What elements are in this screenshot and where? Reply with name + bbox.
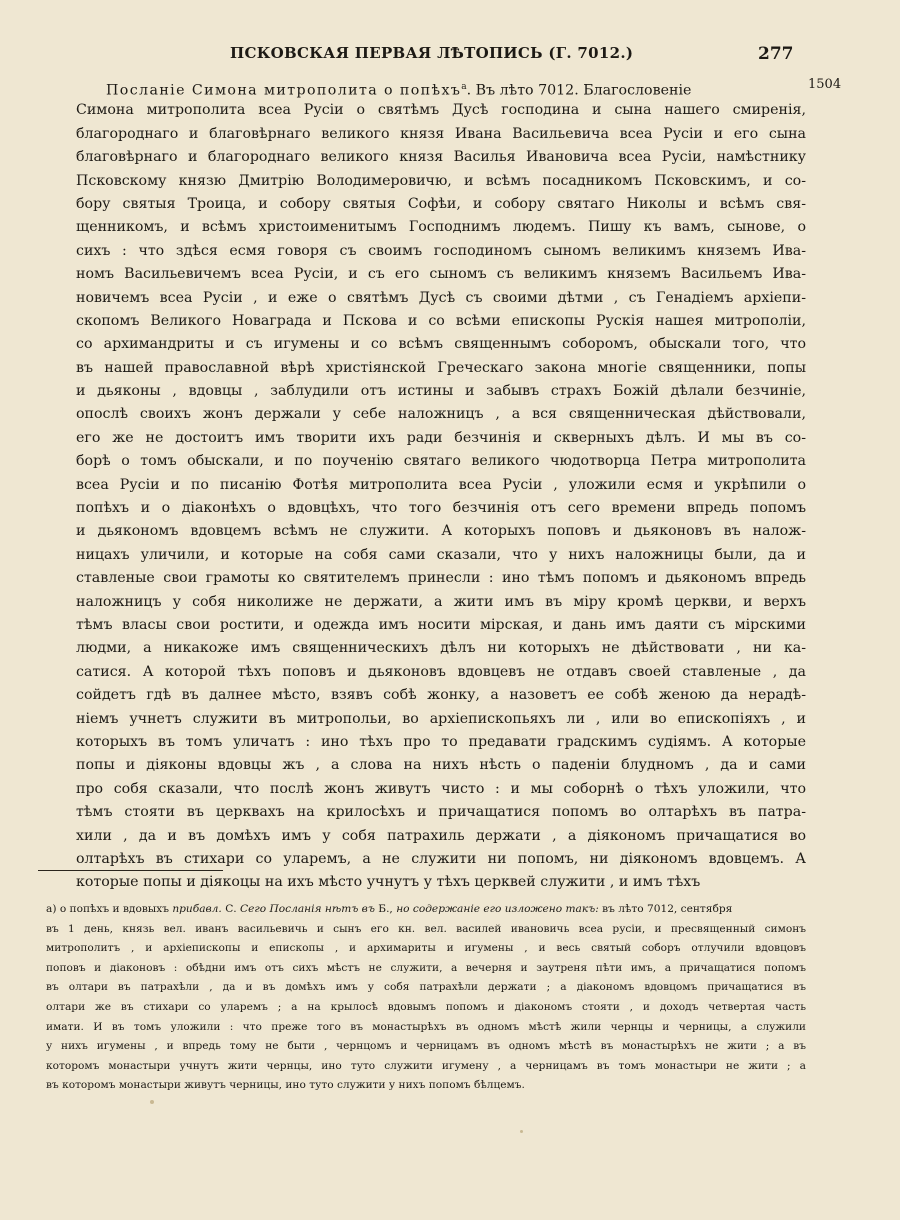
text-line: ставленые свои грамоты ко святителемъ принесли : ино тѣмъ попомъ и дьякономъ впредь: [76, 570, 806, 587]
text-line: бору святыя Троица, и собору святыя Софѣи, и собору святаго Николы и всѣмъ свя-: [76, 195, 806, 212]
page-header: [0, 42, 900, 68]
text-line: Симона митрополита всеа Русіи о святѣмъ Дусѣ господина и сына нашего смиренія,: [76, 102, 806, 119]
footnote-line: которомъ монастыри учнутъ жити чернцы, ино туто служити игумену , а черницамъ въ томъ монастыри не жити ; а: [46, 1059, 806, 1072]
footnote-label: а) о попѣхъ и вдовыхъ: [46, 903, 169, 915]
text-line: благовѣрнаго и благороднаго великого князя Василья Ивановича всеа Русіи, намѣстнику: [76, 149, 806, 166]
text-line: хили , да и въ домѣхъ имъ у собя патрахиль держати , а діякономъ причащатися во: [76, 827, 806, 844]
text-line: которые попы и діякоцы на ихъ мѣсто учнутъ у тѣхъ церквей служити , и имъ тѣхъ: [76, 874, 701, 891]
page-number: 277: [758, 44, 794, 64]
text-line: въ нашей православной вѣрѣ христіянской Греческаго закона многіе священники, попы: [76, 359, 806, 376]
text-line: опослѣ своихъ жонъ держали у себе наложницъ , а вся священническая дѣйствовали,: [76, 406, 806, 423]
text-line-first: [76, 76, 806, 99]
main-text: [76, 76, 806, 895]
text-line: сихъ : что здѣся есмя говоря съ своимъ господиномъ сыномъ великимъ княземъ Ива-: [76, 242, 806, 259]
footnote-text: въ лѣто 7012, сентября: [602, 903, 733, 915]
footnote-line: имати. И въ томъ уложили : что преже того въ монастырѣхъ въ одномъ мѣстѣ жили чернцы и черницы, а служили: [46, 1020, 806, 1033]
footnote-line: митрополитъ , и архіепископы и епископы , и архимариты и игумены , и весь святый соборъ отлучили вдовцовъ: [46, 942, 806, 955]
text-line: Псковскому князю Дмитрію Володимеровичю, и всѣмъ посадникомъ Псковскимъ, и со-: [76, 172, 806, 189]
text-line: тѣмъ власы свои ростити, и одежда имъ носити мірская, и дань имъ даяти съ мірскими: [76, 616, 806, 633]
text-line: и дьякономъ вдовцемъ всѣмъ не служити. А которыхъ поповъ и дьяконовъ въ налож-: [76, 523, 806, 540]
text-line: со архимандриты и съ игумены и со всѣмъ священнымъ соборомъ, обыскали того, что: [76, 336, 806, 353]
text-line: попы и діяконы вдовцы жъ , а слова на нихъ нѣсть о паденіи блудномъ , да и сами: [76, 757, 806, 774]
text-line: тѣмъ стояти въ церквахъ на крилосѣхъ и причащатися попомъ во олтарѣхъ въ патра-: [76, 804, 806, 821]
footnote-italic: прибавл.: [172, 903, 222, 915]
text-line: олтарѣхъ въ стихари со уларемъ, а не служити ни попомъ, ни діякономъ вдовцемъ. А: [76, 850, 806, 867]
text-line: про собя сказали, что послѣ жонъ живутъ чисто : и мы соборнѣ о тѣхъ уложили, что: [76, 780, 806, 797]
footnote-lines: [46, 920, 806, 1096]
footnote: [46, 900, 806, 1096]
epistle-title: Посланіе Симона митрополита о попѣхъ: [106, 82, 462, 99]
text-line: номъ Васильевичемъ всеа Русіи, и съ его сыномъ съ великимъ княземъ Васильемъ Ива-: [76, 266, 806, 283]
text-line: щенникомъ, и всѣмъ христоименитымъ Господнимъ людемъ. Пишу къ вамъ, сынове, о: [76, 219, 806, 236]
paper-spot: [520, 1130, 523, 1133]
footnote-italic: Сего Посланія нѣтъ въ: [240, 903, 375, 915]
footnote-line-first: [46, 900, 806, 920]
footnote-line: олтари же въ стихари со уларемъ ; а на крылосѣ вдовымъ попомъ и діакономъ стояти , и доходъ четвертая часть: [46, 1000, 806, 1013]
footnote-source: Б.,: [378, 903, 393, 915]
footnote-line: въ 1 день, князь вел. иванъ васильевичь и сынъ его кн. вел. василей ивановичь всеа русіи, и пресвященный симонъ: [46, 922, 806, 935]
text-line: скопомъ Великого Новаграда и Пскова и со всѣми епископы Рускія нашея митрополіи,: [76, 312, 806, 329]
text-line: ницахъ уличили, и которые на собя сами сказали, что у нихъ наложницы были, да и: [76, 546, 806, 563]
text-line: сатися. А которой тѣхъ поповъ и дьяконовъ вдовцевъ не отдавъ своей ставленые , да: [76, 663, 806, 680]
text-line-part: . Въ лѣто 7012. Благословеніе: [466, 82, 692, 99]
text-line: всеа Русіи и по писанію Фотѣя митрополита всеа Русіи , уложили есмя и укрѣпили о: [76, 476, 806, 493]
margin-year: 1504: [808, 77, 842, 92]
footnote-italic: но содержаніе его изложено такъ:: [396, 903, 599, 915]
text-line: новичемъ всеа Русіи , и еже о святѣмъ Дусѣ съ своими дѣтми , съ Генадіемъ архіепи-: [76, 289, 806, 306]
text-line: его же не достоитъ имъ творити ихъ ради безчинія и скверныхъ дѣлъ. И мы въ со-: [76, 429, 806, 446]
text-line: наложницъ у собя николиже не держати, а жити имъ въ міру кромѣ церкви, и верхъ: [76, 593, 806, 610]
footnote-rule: [38, 870, 223, 871]
text-line: людми, а никакоже имъ священническихъ дѣлъ ни которыхъ не дѣйствовати , ни ка-: [76, 640, 806, 657]
text-line: ніемъ учнетъ служити въ митропольи, во архіепископьяхъ ли , или во епископіяхъ , и: [76, 710, 806, 727]
text-line: борѣ о томъ обыскали, и по поученію святаго великого чюдотворца Петра митрополита: [76, 453, 806, 470]
footnote-line: поповъ и діаконовъ : обѣдни имъ отъ сихъ мѣстъ не служити, а вечерня и заутреня пѣти имъ, а причащатися попомъ: [46, 961, 806, 974]
running-head: ПСКОВСКАЯ ПЕРВАЯ ЛѢТОПИСЬ (Г. 7012.): [230, 44, 634, 62]
text-lines: [76, 99, 806, 894]
footnote-mark: а: [461, 82, 467, 92]
footnote-line: у нихъ игумены , и впредь тому не быти , чернцомъ и черницамъ въ одномъ мѣстѣ въ монастырѣхъ не жити ; а въ: [46, 1040, 806, 1053]
text-line: которыхъ въ томъ уличатъ : ино тѣхъ про то предавати градскимъ судіямъ. А которые: [76, 733, 806, 750]
footnote-source: С.: [225, 903, 237, 915]
footnote-line: въ которомъ монастыри живутъ черницы, ино туто служити у нихъ попомъ бѣлцемъ.: [46, 1079, 525, 1092]
paper-spot: [150, 1100, 154, 1104]
footnote-line: въ олтари въ патрахѣли , да и въ домѣхъ имъ у собя патрахѣли держати ; а діакономъ вдовцомъ причащатися въ: [46, 981, 806, 994]
text-line: попѣхъ и о діаконѣхъ о вдовцѣхъ, что того безчинія отъ сего времени впредь попомъ: [76, 500, 806, 517]
text-line: сойдетъ гдѣ въ далнее мѣсто, взявъ собѣ жонку, а назоветъ ее собѣ женою да нерадѣ-: [76, 687, 806, 704]
text-line: благороднаго и благовѣрнаго великого князя Ивана Васильевича всеа Русіи и его сына: [76, 125, 806, 142]
text-line: и дьяконы , вдовцы , заблудили отъ истины и забывъ страхъ Божій дѣлали безчиніе,: [76, 383, 806, 400]
